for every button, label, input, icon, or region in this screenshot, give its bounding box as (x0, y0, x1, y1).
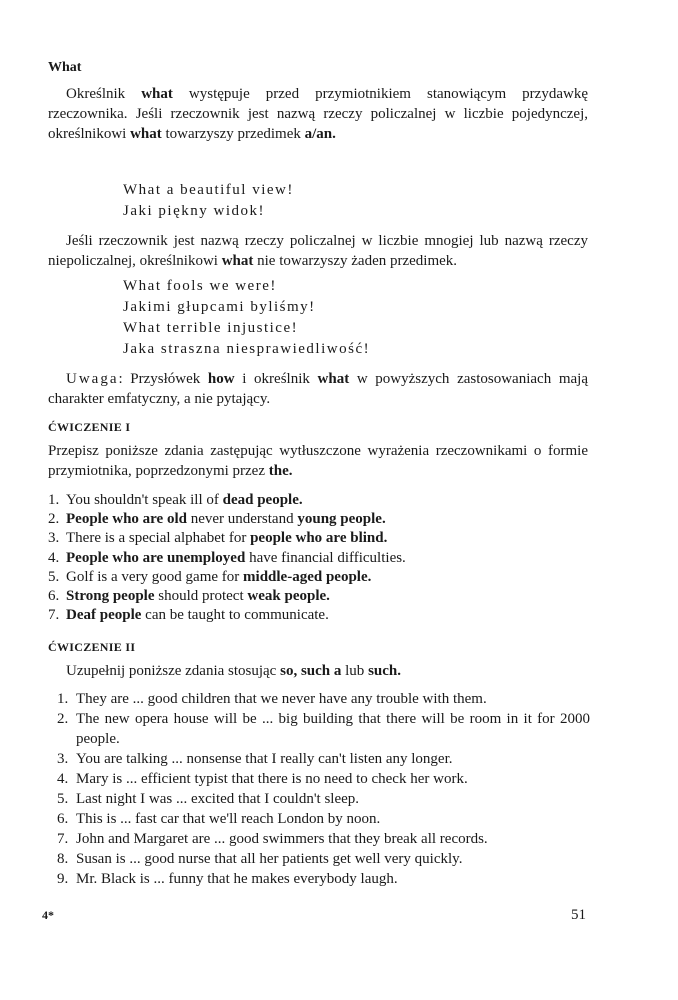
item-number: 1. (57, 691, 69, 707)
list-item (57, 689, 590, 709)
example-line: What terrible injustice! (123, 320, 299, 336)
item-number: 4. (48, 549, 60, 566)
page-number: 51 (571, 907, 586, 923)
list-item (48, 605, 588, 624)
list-item (57, 789, 590, 809)
exercise-1-title: ĆWICZENIE I (48, 420, 131, 434)
item-number: 8. (57, 851, 69, 867)
example-line: What fools we were! (123, 278, 277, 294)
intro-paragraph: Określnik what występuje przed przymiotnikiem stanowiącym przydawkę rzeczownika. Jeśli rzeczownik jest nazwą rzeczy policzalnej w liczbie pojedynczej, określnikowi what towarzyszy przedimek a/an. (48, 86, 588, 142)
item-number: 6. (57, 811, 69, 827)
note-paragraph: Uwaga: Przysłówek how i określnik what w powyższych zastosowaniach mają charakter emfatyczny, a nie pytający. (48, 371, 588, 407)
list-item (48, 548, 588, 567)
item-text: Golf is a very good game for middle-aged people. (66, 568, 372, 585)
item-text: The new opera house will be ... big building that there will be room in it for 2000 people. (76, 711, 590, 747)
list-item (57, 869, 590, 889)
list-item (57, 769, 590, 789)
item-text: Mary is ... efficient typist that there is no need to check her work. (76, 771, 468, 787)
list-item (48, 567, 588, 586)
item-number: 9. (57, 871, 69, 887)
item-text: Strong people should protect weak people. (66, 587, 330, 604)
list-item (48, 509, 588, 528)
exercise-2-list (57, 689, 590, 889)
example-block-1 (123, 180, 294, 222)
list-item (57, 709, 590, 749)
example-line: What a beautiful view! (123, 182, 294, 198)
exercise-1-list (48, 490, 588, 624)
list-item (57, 849, 590, 869)
exercise-2-instructions: Uzupełnij poniższe zdania stosując so, such a lub such. (66, 663, 401, 679)
list-item (57, 749, 590, 769)
item-number: 4. (57, 771, 69, 787)
item-text: Last night I was ... excited that I couldn't sleep. (76, 791, 360, 807)
item-text: People who are unemployed have financial difficulties. (66, 549, 406, 566)
exercise-2-title: ĆWICZENIE II (48, 640, 136, 654)
item-text: You are talking ... nonsense that I really can't listen any longer. (76, 751, 453, 767)
item-text: Mr. Black is ... funny that he makes everybody laugh. (76, 871, 398, 887)
item-text: You shouldn't speak ill of dead people. (66, 492, 303, 508)
item-number: 3. (57, 751, 69, 767)
paragraph-plural: Jeśli rzeczownik jest nazwą rzeczy policzalnej w liczbie mnogiej lub nazwą rzeczy niepoliczalnej, określnikowi what nie towarzyszy żaden przedimek. (48, 233, 588, 269)
item-number: 2. (57, 711, 69, 727)
list-item (48, 528, 588, 547)
item-text: This is ... fast car that we'll reach London by noon. (76, 811, 381, 827)
item-number: 6. (48, 587, 60, 604)
example-line: Jaka straszna niesprawiedliwość! (123, 341, 371, 357)
item-text: Deaf people can be taught to communicate. (66, 607, 329, 624)
item-number: 5. (57, 791, 69, 807)
list-item (48, 586, 588, 605)
example-line: Jaki piękny widok! (123, 203, 265, 219)
list-item (57, 829, 590, 849)
item-number: 3. (48, 530, 60, 547)
item-text: Susan is ... good nurse that all her patients get well very quickly. (76, 851, 463, 867)
item-number: 7. (48, 607, 60, 624)
list-item (57, 809, 590, 829)
item-number: 2. (48, 511, 60, 528)
example-block-2 (123, 276, 370, 360)
item-number: 1. (48, 492, 60, 508)
item-text: People who are old never understand young people. (66, 511, 386, 528)
item-text: John and Margaret are ... good swimmers that they break all records. (76, 831, 488, 847)
section-heading: What (48, 60, 82, 75)
signature-mark: 4* (42, 908, 54, 922)
exercise-1-instructions: Przepisz poniższe zdania zastępując wytłuszczone wyrażenia rzeczownikami o formie przymiotnika, poprzedzonymi przez the. (48, 443, 588, 479)
example-line: Jakimi głupcami byliśmy! (123, 299, 316, 315)
item-number: 5. (48, 568, 60, 585)
item-text: They are ... good children that we never have any trouble with them. (76, 691, 487, 707)
item-number: 7. (57, 831, 69, 847)
list-item (48, 490, 588, 509)
item-text: There is a special alphabet for people who are blind. (66, 530, 388, 547)
